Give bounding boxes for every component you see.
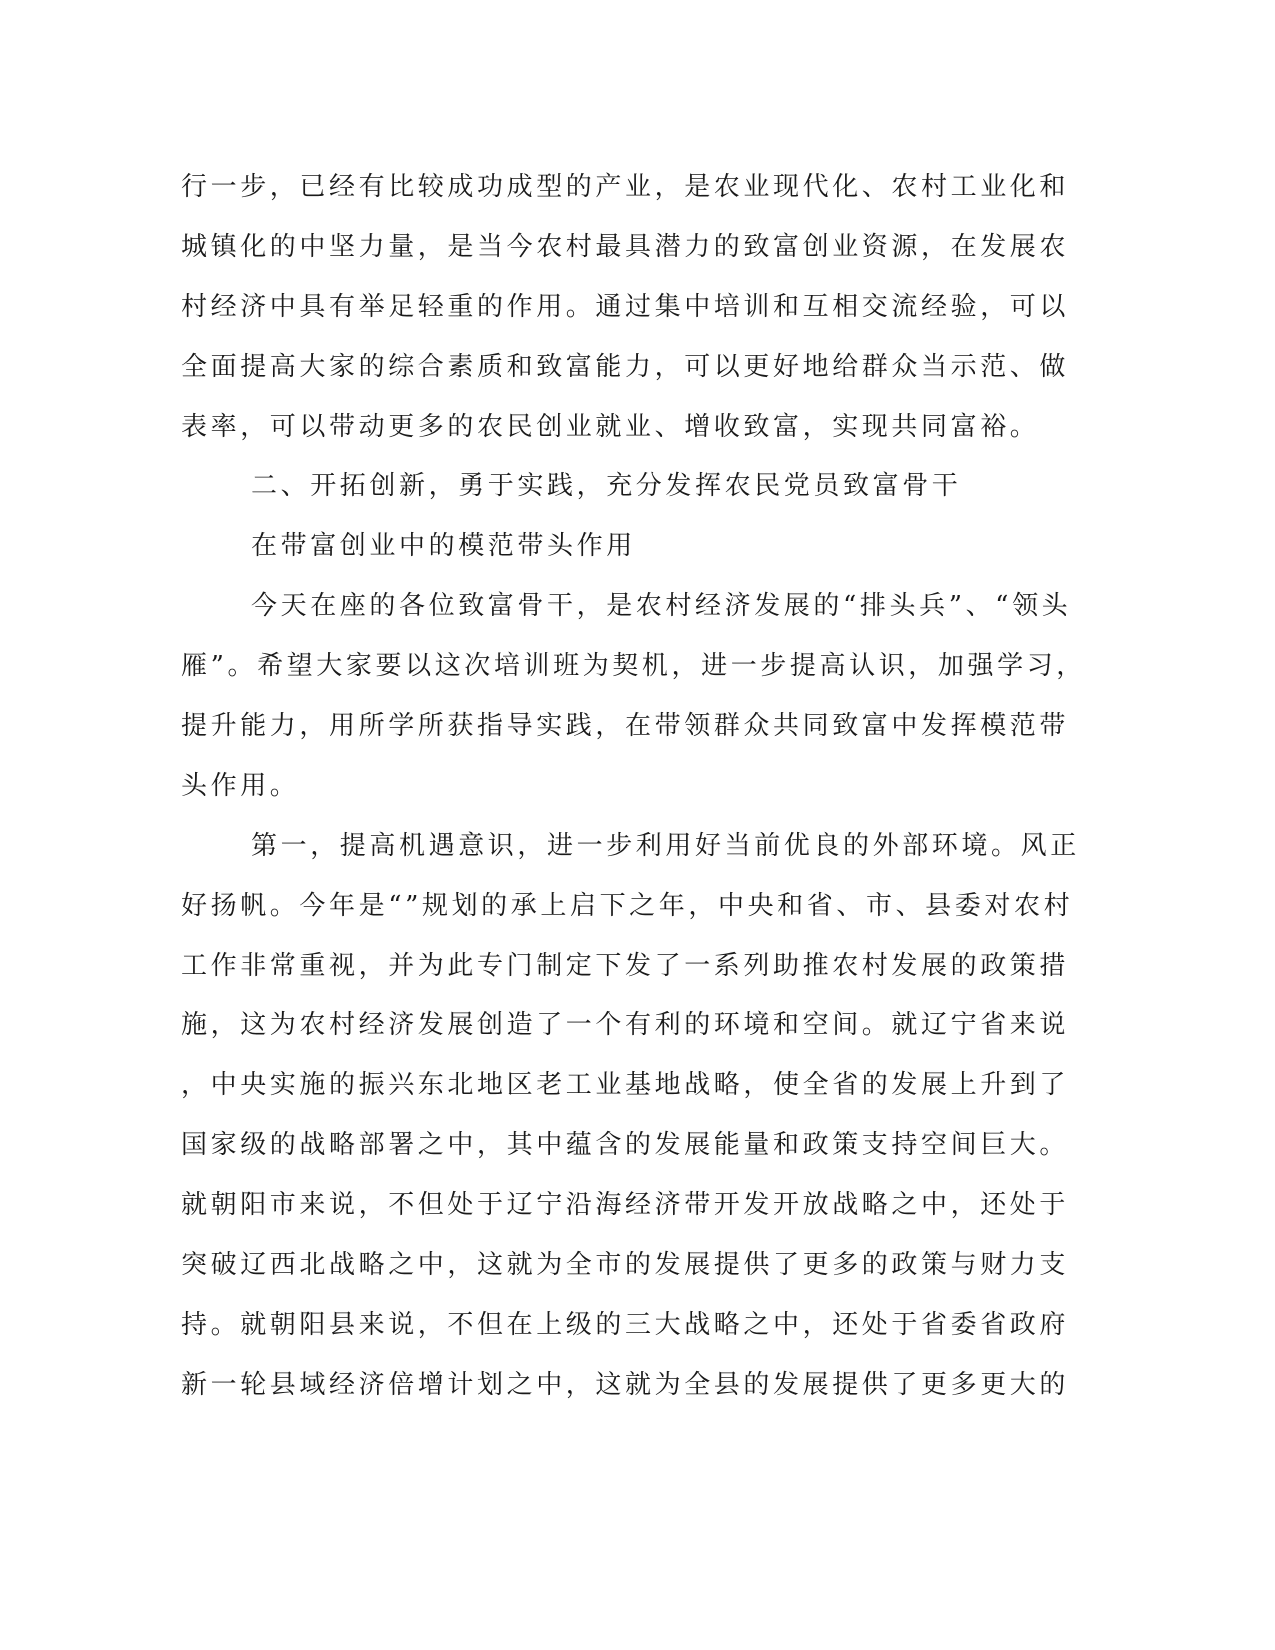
text-line: 雁”。希望大家要以这次培训班为契机，进一步提高认识，加强学习，	[181, 651, 1086, 682]
text-line: 就朝阳市来说，不但处于辽宁沿海经济带开发开放战略之中，还处于	[181, 1190, 1070, 1221]
text-line: 二、开拓创新，勇于实践，充分发挥农民党员致富骨干	[251, 471, 962, 502]
document-body	[181, 158, 1086, 1416]
text-line: 城镇化的中坚力量，是当今农村最具潜力的致富创业资源，在发展农	[181, 231, 1070, 262]
text-line: 村经济中具有举足轻重的作用。通过集中培训和互相交流经验，可以	[181, 291, 1070, 322]
text-line: 行一步，已经有比较成功成型的产业，是农业现代化、农村工业化和	[181, 172, 1070, 202]
text-line: 突破辽西北战略之中，这就为全市的发展提供了更多的政策与财力支	[181, 1250, 1070, 1281]
text-line: 国家级的战略部署之中，其中蕴含的发展能量和政策支持空间巨大。	[181, 1130, 1070, 1161]
text-line: 好扬帆。今年是“”规划的承上启下之年，中央和省、市、县委对农村	[181, 890, 1074, 921]
text-line: 全面提高大家的综合素质和致富能力，可以更好地给群众当示范、做	[181, 351, 1070, 382]
text-line: 提升能力，用所学所获指导实践，在带领群众共同致富中发挥模范带	[181, 711, 1070, 742]
text-line: 表率，可以带动更多的农民创业就业、增收致富，实现共同富裕。	[181, 411, 1040, 442]
text-line: 今天在座的各位致富骨干，是农村经济发展的“排头兵”、“领头	[251, 591, 1072, 622]
text-line: 新一轮县域经济倍增计划之中，这就为全县的发展提供了更多更大的	[181, 1369, 1070, 1400]
text-line: 工作非常重视，并为此专门制定下发了一系列助推农村发展的政策措	[181, 950, 1070, 981]
text-line: 施，这为农村经济发展创造了一个有利的环境和空间。就辽宁省来说	[181, 1010, 1070, 1041]
text-line: 在带富创业中的模范带头作用	[251, 531, 636, 562]
text-line: 头作用。	[181, 770, 300, 801]
text-line: 第一，提高机遇意识，进一步利用好当前优良的外部环境。风正	[251, 830, 1080, 861]
text-line: 持。就朝阳县来说，不但在上级的三大战略之中，还处于省委省政府	[181, 1309, 1070, 1340]
text-line: ，中央实施的振兴东北地区老工业基地战略，使全省的发展上升到了	[181, 1070, 1070, 1101]
